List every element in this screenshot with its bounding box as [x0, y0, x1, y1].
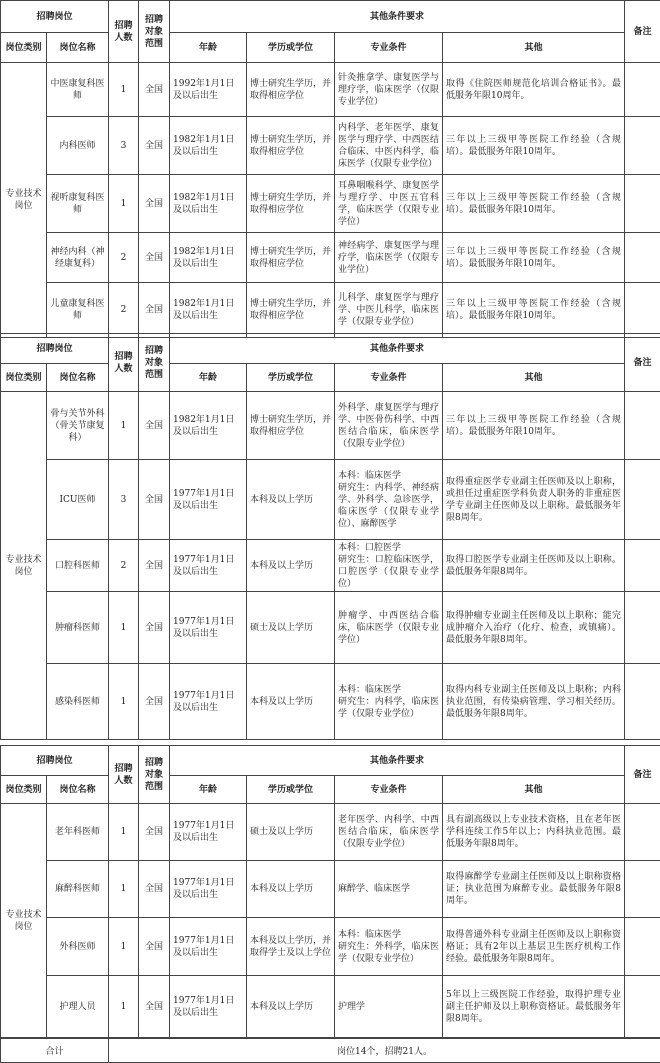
position-name-cell: 视听康复科医师	[47, 175, 109, 233]
major-cell: 麻醉学、临床医学	[335, 861, 443, 918]
scope-cell: 全国	[139, 592, 170, 664]
age-cell: 1977年1月1日及以后出生	[170, 804, 247, 861]
table-row	[1, 460, 660, 540]
position-name-cell: 麻醉科医师	[47, 861, 109, 918]
count-cell: 1	[109, 804, 139, 861]
scope-cell: 全国	[139, 976, 170, 1038]
other-cell: 取得内科专业副主任医师及以上职称；内科执业范围，有传染病管理、学习相关经历。最低服务年限8周年。	[443, 664, 625, 740]
header-major: 专业条件	[335, 364, 443, 392]
major-cell: 本科：临床医学 研究生：内科学、神经病学、外科学、急诊医学，临床医学（仅限专业学位）、麻醉医学	[335, 460, 443, 540]
header-recruit-scope: 招聘对象范围	[139, 746, 170, 804]
scope-cell: 全国	[139, 63, 170, 117]
header-age: 年龄	[170, 364, 247, 392]
age-cell: 1977年1月1日及以后出生	[170, 540, 247, 592]
scope-cell: 全国	[139, 664, 170, 740]
table-row	[1, 918, 660, 976]
count-cell: 1	[109, 918, 139, 976]
age-cell: 1982年1月1日及以后出生	[170, 175, 247, 233]
count-cell: 3	[109, 460, 139, 540]
remark-cell	[625, 283, 660, 338]
header-other-conditions: 其他条件要求	[170, 746, 625, 776]
position-name-cell: 老年科医师	[47, 804, 109, 861]
table-row	[1, 63, 660, 117]
table-row	[1, 175, 660, 233]
header-recruit-scope: 招聘对象范围	[139, 1, 170, 63]
header-position-category: 岗位类别	[1, 33, 47, 63]
scope-cell: 全国	[139, 175, 170, 233]
education-cell: 本科及以上学历	[247, 540, 335, 592]
header-age: 年龄	[170, 776, 247, 804]
header-remark: 备注	[625, 746, 660, 804]
education-cell: 本科及以上学历	[247, 664, 335, 740]
position-name-cell: 感染科医师	[47, 664, 109, 740]
count-cell: 2	[109, 233, 139, 283]
header-major: 专业条件	[335, 33, 443, 63]
position-name-cell: ICU医师	[47, 460, 109, 540]
age-cell: 1977年1月1日及以后出生	[170, 664, 247, 740]
total-row	[0, 1038, 660, 1063]
other-cell: 取得普通外科专业副主任医师及以上职称资格证；具有2年以上基层卫生医疗机构工作经验。最低服务年限8周年。	[443, 918, 625, 976]
age-cell: 1977年1月1日及以后出生	[170, 976, 247, 1038]
other-cell: 取得《住院医师规范化培训合格证书》。最低服务年限10周年。	[443, 63, 625, 117]
total-summary: 岗位14个，招聘21人。	[109, 1039, 660, 1063]
other-cell: 取得肿瘤专业副主任医师及以上职称；能完成肿瘤介入治疗（化疗、检查，或镇痛）。最低服务年限8周年。	[443, 592, 625, 664]
education-cell: 硕士及以上学历	[247, 804, 335, 861]
header-remark: 备注	[625, 1, 660, 63]
education-cell: 博士研究生学历，并取得相应学位	[247, 233, 335, 283]
table-row	[1, 540, 660, 592]
scope-cell: 全国	[139, 283, 170, 338]
position-name-cell: 儿童康复科医师	[47, 283, 109, 338]
remark-cell	[625, 918, 660, 976]
header-recruit-count: 招聘人数	[109, 1, 139, 63]
header-education: 学历或学位	[247, 776, 335, 804]
position-category-cell: 专业技术岗位	[1, 804, 47, 1038]
scope-cell: 全国	[139, 918, 170, 976]
age-cell: 1977年1月1日及以后出生	[170, 861, 247, 918]
scope-cell: 全国	[139, 392, 170, 460]
education-cell: 博士研究生学历，并取得相应学位	[247, 283, 335, 338]
major-cell: 本科：口腔医学 研究生：口腔临床医学，口腔医学（仅限专业学位）	[335, 540, 443, 592]
recruit-table-section-2	[0, 333, 660, 740]
age-cell: 1977年1月1日及以后出生	[170, 460, 247, 540]
count-cell: 1	[109, 63, 139, 117]
header-position-name: 岗位名称	[47, 364, 109, 392]
age-cell: 1977年1月1日及以后出生	[170, 918, 247, 976]
education-cell: 博士研究生学历，并取得相应学位	[247, 392, 335, 460]
education-cell: 本科及以上学历	[247, 460, 335, 540]
remark-cell	[625, 804, 660, 861]
age-cell: 1977年1月1日及以后出生	[170, 592, 247, 664]
recruit-table-section-3	[0, 745, 660, 1038]
remark-cell	[625, 592, 660, 664]
education-cell: 硕士及以上学历	[247, 592, 335, 664]
position-name-cell: 神经内科（神经康复科）	[47, 233, 109, 283]
recruit-table-section-1	[0, 0, 660, 338]
header-other: 其他	[443, 776, 625, 804]
major-cell: 肿瘤学、中西医结合临床，临床医学（仅限专业学位）	[335, 592, 443, 664]
remark-cell	[625, 117, 660, 175]
education-cell: 本科及以上学历，并取得学士及以上学位	[247, 918, 335, 976]
other-cell: 三年以上三级甲等医院工作经验（含规培）。最低服务年限10周年。	[443, 283, 625, 338]
count-cell: 1	[109, 592, 139, 664]
scope-cell: 全国	[139, 117, 170, 175]
major-cell: 本科：临床医学 研究生：外科学，临床医学（仅限专业学位）	[335, 918, 443, 976]
count-cell: 2	[109, 540, 139, 592]
education-cell: 本科及以上学历	[247, 976, 335, 1038]
remark-cell	[625, 664, 660, 740]
remark-cell	[625, 233, 660, 283]
header-recruit-count: 招聘人数	[109, 334, 139, 392]
other-cell: 具有副高级以上专业技术资格，且在老年医学科连续工作5年以上；内科执业范围。最低服务年限8周年。	[443, 804, 625, 861]
age-cell: 1982年1月1日及以后出生	[170, 117, 247, 175]
age-cell: 1992年1月1日及以后出生	[170, 63, 247, 117]
table-row	[1, 392, 660, 460]
count-cell: 1	[109, 861, 139, 918]
total-label: 合计	[1, 1039, 109, 1063]
other-cell: 取得重症医学专业副主任医师及以上职称，或担任过重症医学科负责人职务的非重症医学专业副主任医师及以上职称。最低服务年限8周年。	[443, 460, 625, 540]
position-name-cell: 骨与关节外科（骨关节康复科）	[47, 392, 109, 460]
position-name-cell: 肿瘤科医师	[47, 592, 109, 664]
major-cell: 内科学、老年医学、康复医学与理疗学、中西医结合临床、中医内科学，临床医学（仅限专业学位）	[335, 117, 443, 175]
scope-cell: 全国	[139, 861, 170, 918]
other-cell: 取得麻醉学专业副主任医师及以上职称资格证；执业范围为麻醉专业。最低服务年限8周年。	[443, 861, 625, 918]
major-cell: 耳鼻咽喉科学、康复医学与理疗学、中医五官科学，临床医学（仅限专业学位）	[335, 175, 443, 233]
position-name-cell: 护理人员	[47, 976, 109, 1038]
major-cell: 本科：临床医学 研究生：内科学，临床医学（仅限专业学位）	[335, 664, 443, 740]
header-education: 学历或学位	[247, 33, 335, 63]
other-cell: 三年以上三级甲等医院工作经验（含规培）。最低服务年限10周年。	[443, 233, 625, 283]
count-cell: 2	[109, 283, 139, 338]
other-cell: 取得口腔医学专业副主任医师及以上职称。最低服务年限8周年。	[443, 540, 625, 592]
header-position-name: 岗位名称	[47, 33, 109, 63]
header-recruit-position: 招聘岗位	[1, 334, 109, 364]
scope-cell: 全国	[139, 233, 170, 283]
header-major: 专业条件	[335, 776, 443, 804]
header-recruit-count: 招聘人数	[109, 746, 139, 804]
table-row	[1, 233, 660, 283]
count-cell: 1	[109, 175, 139, 233]
count-cell: 1	[109, 664, 139, 740]
header-other-conditions: 其他条件要求	[170, 1, 625, 33]
major-cell: 儿科学、康复医学与理疗学、中医儿科学，临床医学（仅限专业学位）	[335, 283, 443, 338]
count-cell: 3	[109, 117, 139, 175]
position-name-cell: 内科医师	[47, 117, 109, 175]
other-cell: 5年以上三级医院工作经验，取得护理专业副主任护师及以上职称资格证。最低服务年限8周年。	[443, 976, 625, 1038]
scope-cell: 全国	[139, 804, 170, 861]
header-recruit-position: 招聘岗位	[1, 1, 109, 33]
position-category-cell: 专业技术岗位	[1, 392, 47, 740]
header-education: 学历或学位	[247, 364, 335, 392]
table-row	[1, 804, 660, 861]
header-age: 年龄	[170, 33, 247, 63]
header-recruit-position: 招聘岗位	[1, 746, 109, 776]
major-cell: 护理学	[335, 976, 443, 1038]
position-name-cell: 外科医师	[47, 918, 109, 976]
scope-cell: 全国	[139, 460, 170, 540]
education-cell: 博士研究生学历，并取得相应学位	[247, 117, 335, 175]
position-category-cell: 专业技术岗位	[1, 63, 47, 338]
position-name-cell: 口腔科医师	[47, 540, 109, 592]
header-other-conditions: 其他条件要求	[170, 334, 625, 364]
header-other: 其他	[443, 364, 625, 392]
table-row	[1, 664, 660, 740]
table-row	[1, 117, 660, 175]
education-cell: 本科及以上学历	[247, 861, 335, 918]
major-cell: 神经病学、康复医学与理疗学，临床医学（仅限专业学位）	[335, 233, 443, 283]
education-cell: 博士研究生学历，并取得相应学位	[247, 175, 335, 233]
header-position-category: 岗位类别	[1, 776, 47, 804]
major-cell: 针灸推拿学、康复医学与理疗学，临床医学（仅限专业学位）	[335, 63, 443, 117]
major-cell: 外科学、康复医学与理疗学、中医骨伤科学、中西医结合临床，临床医学（仅限专业学位）	[335, 392, 443, 460]
header-position-name: 岗位名称	[47, 776, 109, 804]
other-cell: 三年以上三级甲等医院工作经验（含规培）。最低服务年限10周年。	[443, 117, 625, 175]
other-cell: 三年以上三级甲等医院工作经验（含规培）。最低服务年限10周年。	[443, 392, 625, 460]
table-row	[1, 976, 660, 1038]
position-name-cell: 中医康复科医师	[47, 63, 109, 117]
count-cell: 1	[109, 392, 139, 460]
age-cell: 1982年1月1日及以后出生	[170, 233, 247, 283]
remark-cell	[625, 861, 660, 918]
remark-cell	[625, 63, 660, 117]
table-row	[1, 861, 660, 918]
header-position-category: 岗位类别	[1, 364, 47, 392]
major-cell: 老年医学、内科学、中西医结合临床，临床医学（仅限专业学位）	[335, 804, 443, 861]
education-cell: 博士研究生学历，并取得相应学位	[247, 63, 335, 117]
header-recruit-scope: 招聘对象范围	[139, 334, 170, 392]
remark-cell	[625, 460, 660, 540]
count-cell: 1	[109, 976, 139, 1038]
remark-cell	[625, 976, 660, 1038]
table-row	[1, 283, 660, 338]
remark-cell	[625, 175, 660, 233]
other-cell: 三年以上三级甲等医院工作经验（含规培）。最低服务年限10周年。	[443, 175, 625, 233]
header-remark: 备注	[625, 334, 660, 392]
header-other: 其他	[443, 33, 625, 63]
remark-cell	[625, 540, 660, 592]
remark-cell	[625, 392, 660, 460]
table-row	[1, 592, 660, 664]
age-cell: 1982年1月1日及以后出生	[170, 392, 247, 460]
age-cell: 1982年1月1日及以后出生	[170, 283, 247, 338]
scope-cell: 全国	[139, 540, 170, 592]
